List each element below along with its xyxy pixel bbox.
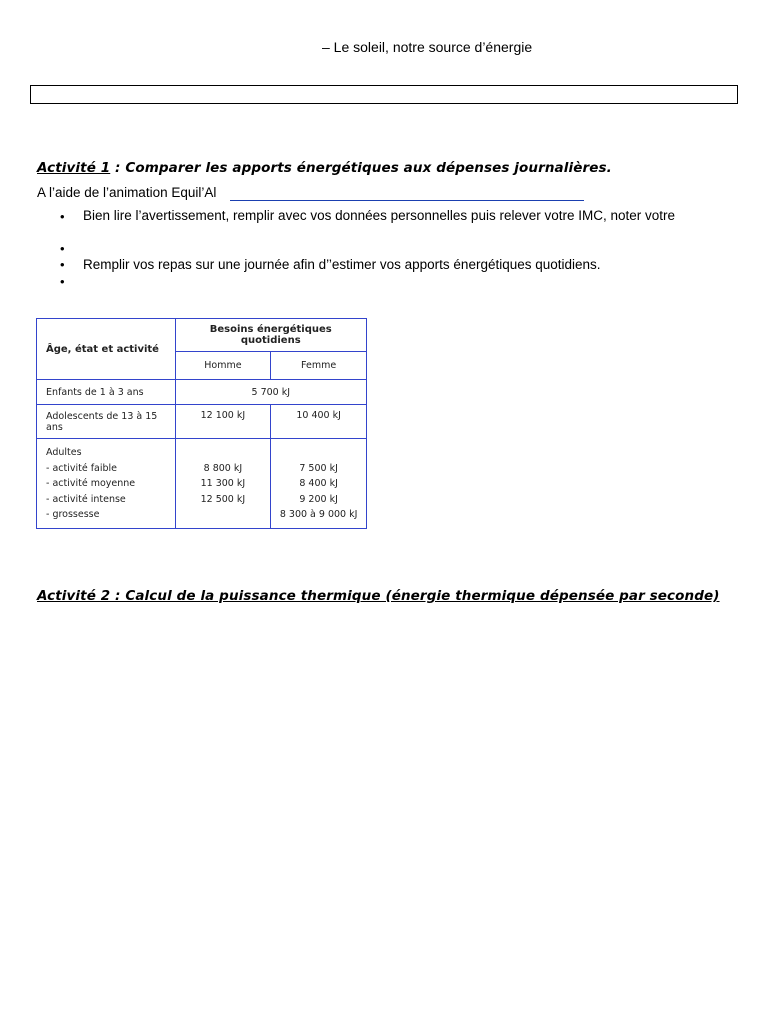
adults-line: - activité faible: [46, 462, 118, 474]
header-age-state-activity: Âge, état et activité: [37, 319, 176, 380]
row-label-children: Enfants de 1 à 3 ans: [37, 380, 176, 405]
cell-adolescents-men: 12 100 kJ: [175, 405, 271, 439]
adults-line: - activité moyenne: [46, 478, 136, 489]
cell-adults-men: [175, 439, 271, 529]
activity-2-heading: Activité 2 : Calcul de la puissance thermique (énergie thermique dépensée par seconde): [37, 588, 720, 604]
bullet-marker: •: [60, 209, 65, 224]
row-label-adults: [37, 439, 176, 529]
adults-women-value: 8 300 à 9 000 kJ: [279, 509, 358, 520]
adults-line: - activité intense: [46, 493, 126, 505]
adults-men-value: [176, 445, 271, 461]
activity-1-title: : Comparer les apports énergétiques aux dépenses journalières.: [110, 160, 612, 176]
cell-adults-women: [271, 439, 367, 529]
adults-women-value: [271, 445, 366, 461]
empty-frame: [30, 85, 738, 104]
cell-adolescents-women: 10 400 kJ: [271, 405, 367, 439]
header-men: Homme: [175, 352, 271, 380]
bullet-item-3: Remplir vos repas sur une journée afin d’’estimer vos apports énergétiques quotidiens.: [83, 257, 601, 272]
adults-men-value: [176, 507, 271, 523]
adults-men-value: 12 500 kJ: [200, 493, 246, 505]
adults-line: - grossesse: [46, 509, 100, 520]
bullet-marker: •: [60, 241, 65, 256]
adults-women-value: 9 200 kJ: [299, 493, 338, 505]
energy-needs-table-wrapper: [36, 318, 367, 530]
activity-1-heading: [37, 160, 612, 176]
adults-line: Adultes: [46, 447, 82, 458]
adults-women-value: 7 500 kJ: [299, 462, 338, 474]
header-women: Femme: [271, 352, 367, 380]
energy-needs-table: [36, 318, 367, 529]
adults-women-value: 8 400 kJ: [299, 478, 338, 489]
bullet-marker: •: [60, 257, 65, 272]
cell-children-value: 5 700 kJ: [175, 380, 366, 405]
adults-men-value: 11 300 kJ: [200, 478, 246, 489]
row-label-adolescents: Adolescents de 13 à 15 ans: [37, 405, 176, 439]
document-title: – Le soleil, notre source d’énergie: [322, 39, 533, 55]
activity-1-intro: A l’aide de l’animation Equil’Al: [37, 185, 217, 200]
activity-1-label: Activité 1: [37, 160, 111, 176]
adults-men-value: 8 800 kJ: [203, 462, 243, 474]
bullet-item-1: Bien lire l’avertissement, remplir avec vos données personnelles puis relever votre IMC, noter votre: [83, 208, 676, 223]
animation-link-underline[interactable]: [230, 200, 584, 201]
header-energy-needs: Besoins énergétiques quotidiens: [175, 319, 366, 352]
bullet-marker: •: [60, 274, 65, 289]
